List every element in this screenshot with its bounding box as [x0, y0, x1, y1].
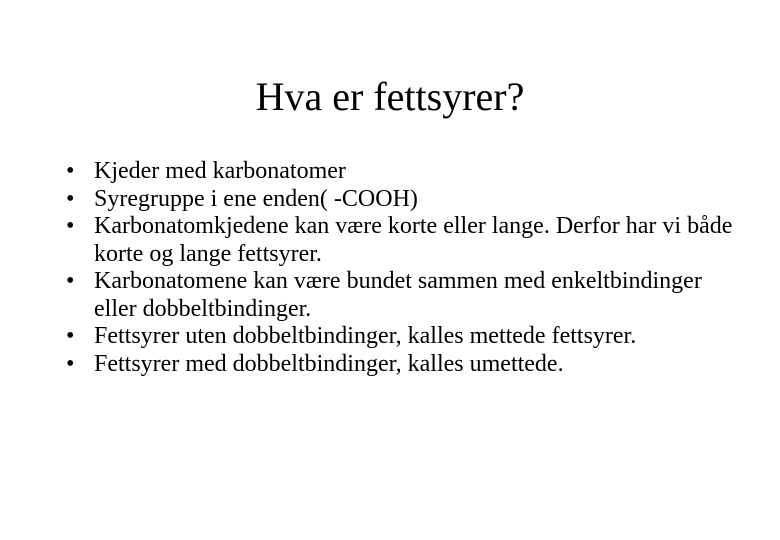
- bullet-icon: •: [66, 158, 75, 184]
- bullet-item: [66, 213, 746, 268]
- bullet-icon: •: [66, 323, 75, 349]
- bullet-text: Karbonatomene kan være bundet sammen med enkeltbindinger eller dobbeltbindinger.: [94, 268, 702, 322]
- bullet-item: [66, 186, 746, 214]
- bullet-text: Syregruppe i ene enden( -COOH): [94, 185, 418, 212]
- bullet-text: Fettsyrer med dobbeltbindinger, kalles umettede.: [94, 350, 564, 377]
- bullet-text: Fettsyrer uten dobbeltbindinger, kalles mettede fettsyrer.: [94, 323, 637, 349]
- bullet-item: [66, 323, 746, 351]
- slide-title: Hva er fettsyrer?: [255, 74, 525, 119]
- bullet-icon: •: [66, 185, 75, 212]
- bullet-icon: •: [66, 268, 75, 294]
- bullet-icon: •: [66, 213, 75, 239]
- bullet-text: Kjeder med karbonatomer: [94, 158, 346, 184]
- bullet-list: [66, 158, 746, 378]
- bullet-icon: •: [66, 350, 75, 377]
- bullet-item: [66, 351, 746, 379]
- bullet-item: [66, 268, 746, 323]
- bullet-item: [66, 158, 746, 186]
- bullet-text: Karbonatomkjedene kan være korte eller lange. Derfor har vi både korte og lange fettsyrer.: [94, 213, 733, 267]
